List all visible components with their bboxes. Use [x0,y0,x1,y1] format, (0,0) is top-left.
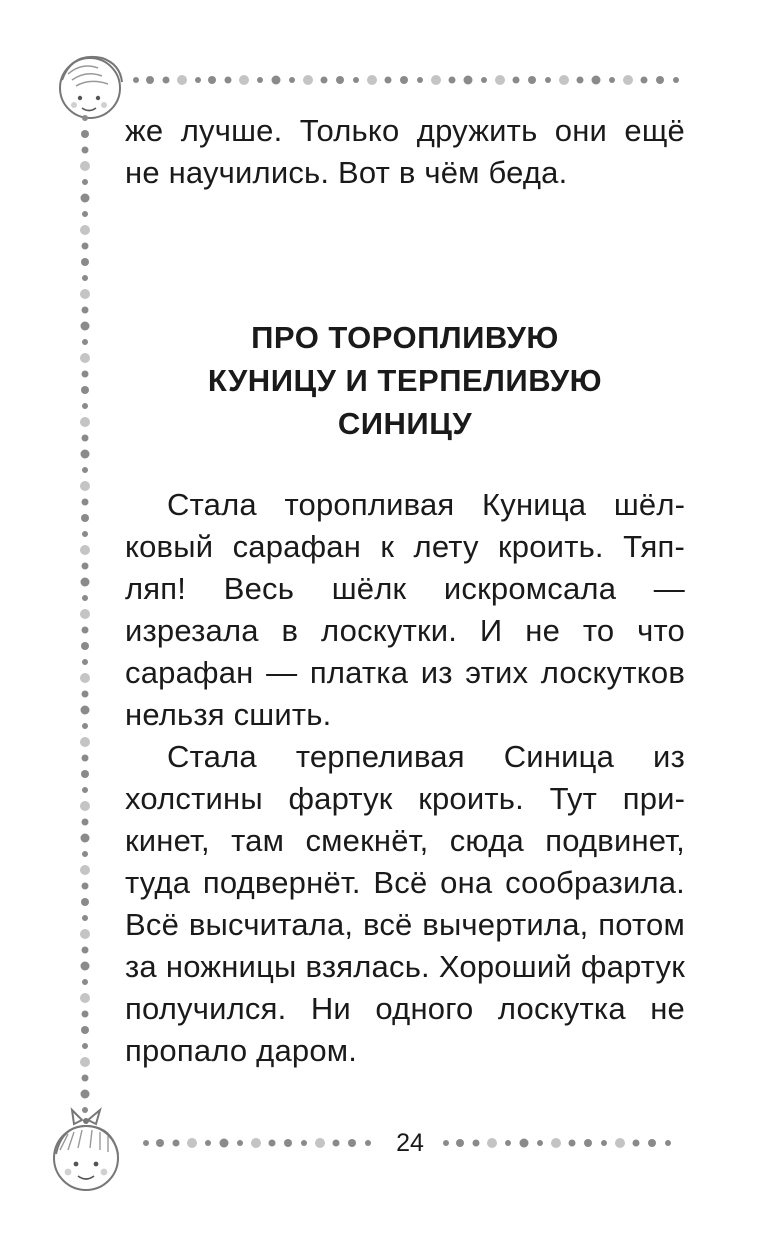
story-title-line-3: СИНИЦУ [337,406,473,441]
intro-text-block [125,110,685,194]
story-text-block [125,484,685,1072]
bottom-dotted-border-right [440,1133,680,1153]
intro-paragraph: же лучше. Только дружить они ещё не научились. Вот в чём беда. [125,113,685,190]
story-title-line-1: ПРО ТОРОПЛИВУЮ [251,320,559,355]
top-dotted-border [130,70,690,90]
story-paragraph-1: Стала торопливая Куница шёлковый сарафан к лету кроить. Тяп-ляп! Весь шёлк искромсала — изрезала в лоскутки. И не то что сарафан — платка из этих лоскутков нельзя сшить. [125,487,685,732]
left-dotted-border [74,110,96,1120]
page-number: 24 [396,1129,424,1157]
story-title-line-2: КУНИЦУ И ТЕРПЕЛИВУЮ [207,363,603,398]
story-paragraph-2: Стала терпеливая Синица из холстины фартук кроить. Тут прикинет, там смекнёт, сюда подвинет, туда подвернёт. Всё она сообразила. Всё высчитала, всё вычертила, потом за ножницы взялась. Хороший фартук получился. Ни одного лоскутка не пропало даром. [125,739,685,1068]
story-title [125,316,685,445]
girl-face-with-bow-icon [38,1100,138,1200]
bottom-dotted-border-left [140,1133,380,1153]
